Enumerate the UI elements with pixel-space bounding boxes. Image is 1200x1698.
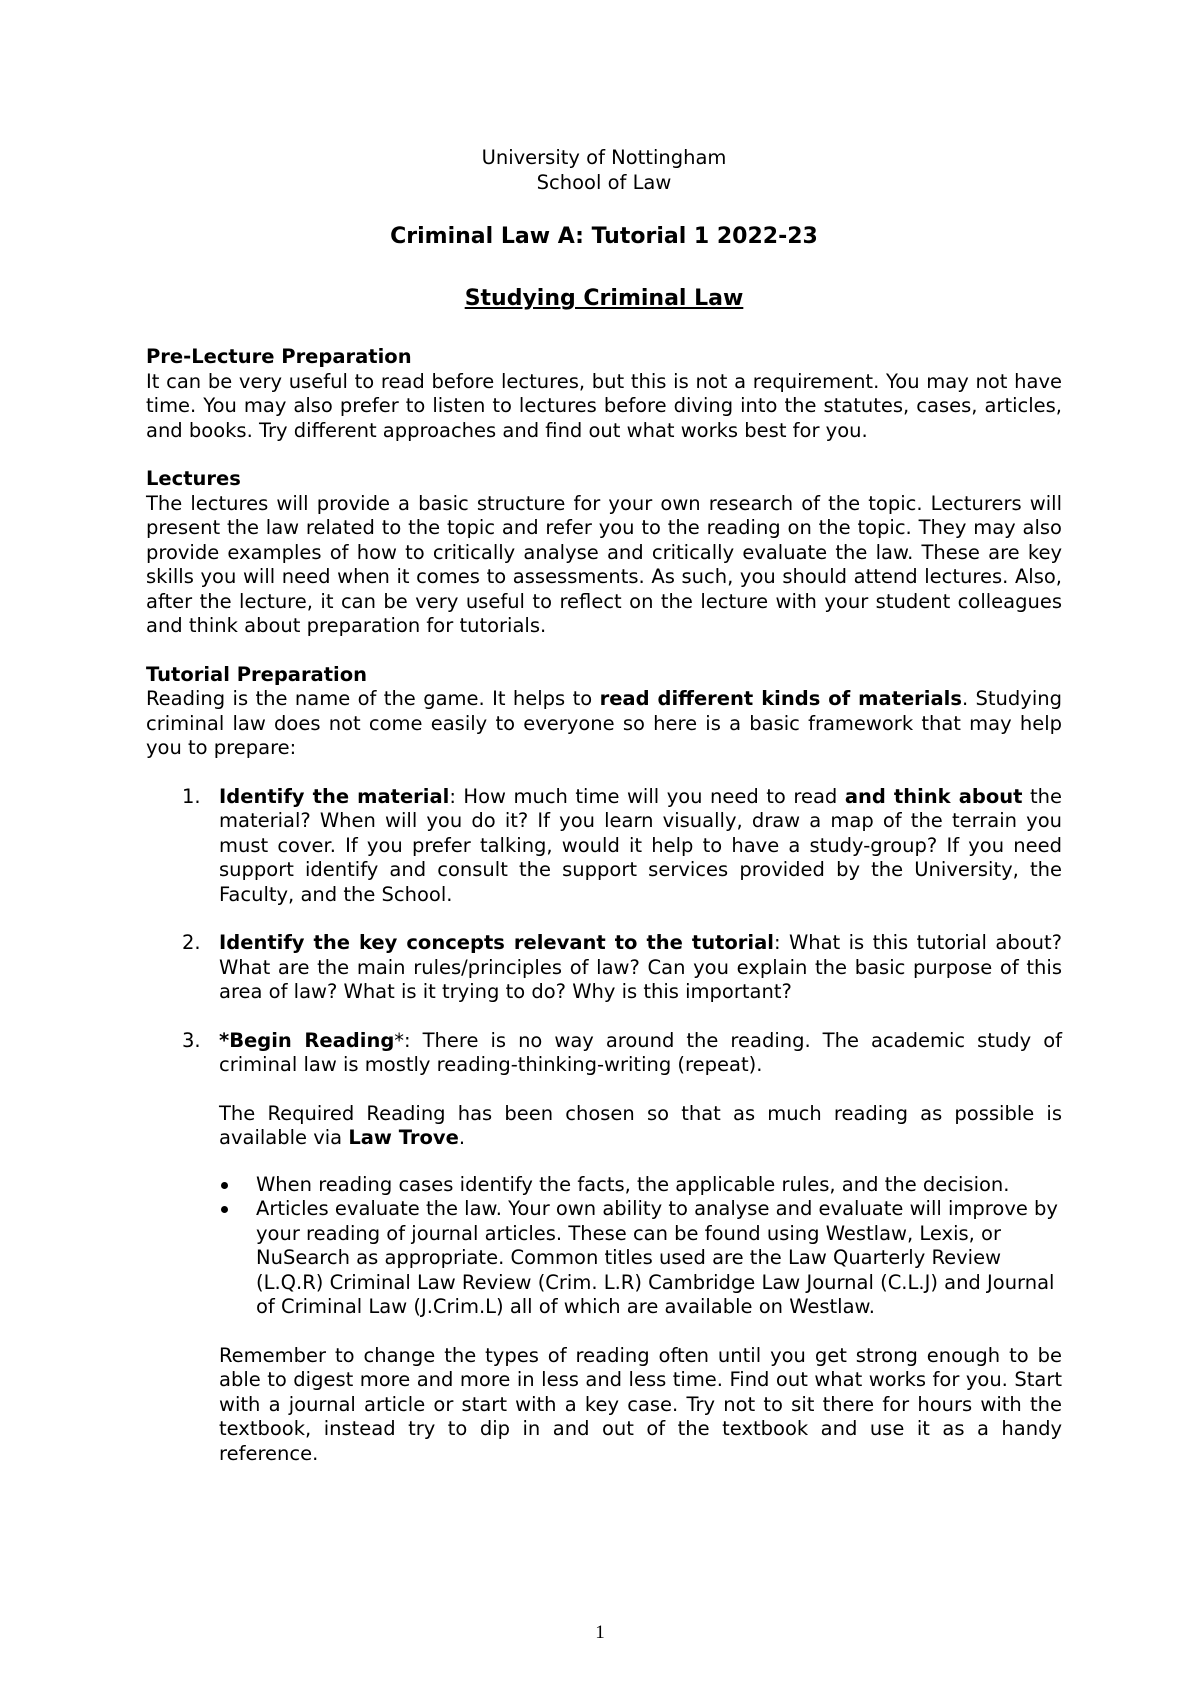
tutorial-prep-section <box>146 663 1062 1467</box>
list-item <box>219 1173 1062 1198</box>
step-body: *: There is no way around the reading. The academic study of criminal law is mostly reading-thinking-writing (repeat). <box>219 1028 1062 1076</box>
tutorial-title: Criminal Law A: Tutorial 1 2022-23 <box>390 224 818 249</box>
closing-paragraph: Remember to change the types of reading often until you get strong enough to be able to digest more and more in less and less time. Find out what works for you. Start with a journal article or start with a key case. Try not to sit there for hours with the textbook, instead try to dip in and out of the textbook and use it as a handy reference. <box>219 1343 1062 1465</box>
intro-text: Reading is the name of the game. It helps to <box>146 687 600 710</box>
bullet-icon <box>221 1206 228 1213</box>
required-reading-body: The Required Reading has been chosen so that as much reading as possible is available via <box>219 1101 1062 1149</box>
pre-lecture-section <box>146 345 1062 443</box>
step-title: Identify the key concepts relevant to the tutorial <box>219 931 774 954</box>
step-number: 3. <box>182 1028 201 1052</box>
required-reading-text <box>219 1102 1062 1151</box>
step-text <box>219 1029 1062 1078</box>
required-reading-end: . <box>458 1126 466 1149</box>
step-body-cont: the material? When will you do it? If you learn visually, draw a map of the terrain you must cover. If you prefer talking, would it help to have a study-group? If you need support identify and consult the support services provided by the University, the Faculty, and the School. <box>219 784 1062 906</box>
intro-text-cont: . Studying criminal law does not come easily to everyone so here is a basic framework that may help you to prepare: <box>146 687 1062 759</box>
law-trove-label: Law Trove <box>348 1126 459 1149</box>
school-name: School of Law <box>536 170 672 194</box>
step-text <box>219 785 1062 908</box>
tutorial-prep-intro <box>146 687 1062 761</box>
page-number: 1 <box>595 1622 605 1643</box>
document-body <box>146 146 1062 1490</box>
section-title: Studying Criminal Law <box>464 286 744 311</box>
step-bold: and think about <box>844 784 1023 808</box>
intro-bold: read different kinds of materials <box>599 687 962 710</box>
reading-tips-list <box>219 1173 1062 1320</box>
preparation-steps <box>146 785 1062 1467</box>
step-item <box>146 785 1062 908</box>
step-title: Identify the material <box>219 784 450 808</box>
step-item <box>146 931 1062 1005</box>
step-body: : What is this tutorial about? What are the main rules/principles of law? Can you explain the basic purpose of this area of law? What is it trying to do? Why is this important? <box>219 931 1063 1003</box>
lectures-heading: Lectures <box>146 467 241 490</box>
step-text <box>219 931 1062 1005</box>
step-item <box>146 1029 1062 1467</box>
bullet-icon <box>221 1182 228 1189</box>
step-number: 2. <box>182 931 201 954</box>
pre-lecture-heading: Pre-Lecture Preparation <box>146 345 412 368</box>
university-name: University of Nottingham <box>481 146 727 169</box>
list-item <box>219 1197 1062 1320</box>
pre-lecture-body: It can be very useful to read before lectures, but this is not a requirement. You may not have time. You may also prefer to listen to lectures before diving into the statutes, cases, articles, and books. Try different approaches and find out what works best for you. <box>146 369 1062 442</box>
list-item-text: Articles evaluate the law. Your own ability to analyse and evaluate will improve by your reading of journal articles. These can be found using Westlaw, Lexis, or NuSearch as appropriate. Common titles used are the Law Quarterly Review (L.Q.R) Criminal Law Review (Crim. L.R) Cambridge Law Journal (C.L.J) and Journal of Criminal Law (J.Crim.L) all of which are available on Westlaw. <box>256 1197 1058 1318</box>
list-item-text: When reading cases identify the facts, the applicable rules, and the decision. <box>256 1172 1010 1196</box>
tutorial-prep-heading: Tutorial Preparation <box>146 662 368 686</box>
step-title: *Begin Reading <box>219 1028 395 1052</box>
step-number: 1. <box>182 784 201 808</box>
lectures-body: The lectures will provide a basic structure for your own research of the topic. Lecturers will present the law related to the topic and refer you to the reading on the topic. They may also provide examples of how to critically analyse and critically evaluate the law. These are key skills you will need when it comes to assessments. As such, you should attend lectures. Also, after the lecture, it can be very useful to reflect on the lecture with your student colleagues and think about preparation for tutorials. <box>146 491 1062 637</box>
step-body: : How much time will you need to read <box>449 784 845 808</box>
lectures-section <box>146 467 1062 639</box>
